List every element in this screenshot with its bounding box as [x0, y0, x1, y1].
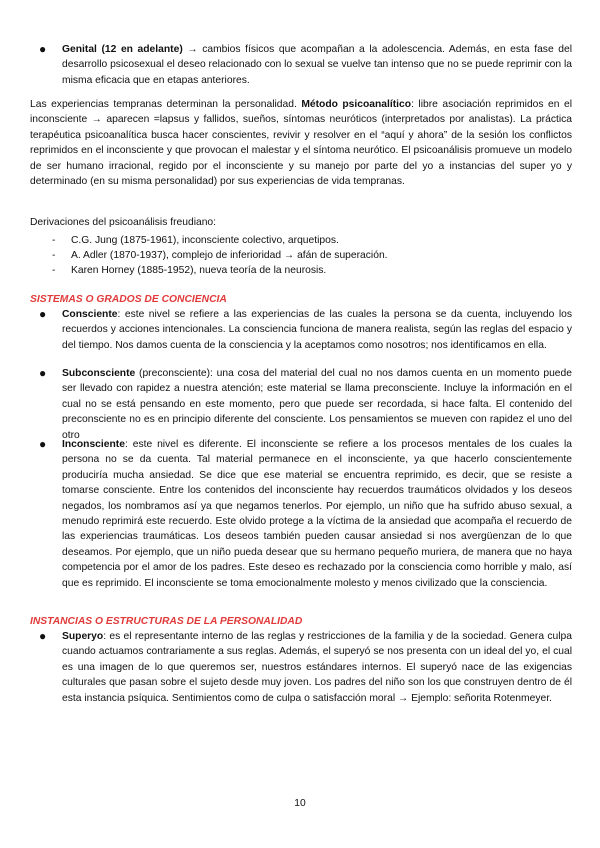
bullet-icon: ● [39, 629, 47, 643]
dash-icon: - [52, 250, 56, 261]
bullet-icon: ● [39, 307, 47, 321]
inconsciente-item [62, 437, 572, 591]
derivacion-item: Karen Horney (1885-1952), nueva teoría de la neurosis. [71, 265, 327, 276]
superyo-item [62, 629, 572, 706]
derivacion-item: A. Adler (1870-1937), complejo de inferioridad → afán de superación. [71, 250, 388, 261]
superyo-text: : es el representante interno de las reglas y restricciones de la familia y de la sociedad. Genera culpa cuando actuamos contrariamente a sus reglas. Además, el superyó se nos presenta con un ideal del yo, el cual es una imagen de lo que queremos ser, nuestros estándares internos. El superyó nace de las exigencias culturales que pasan sobre el sujeto desde muy joven. Los padres del niño son los que construyen dentro de él esta instancia psíquica. Sentimientos como de culpa o satisfacción moral → Ejemplo: señorita Rotenmeyer. [62, 631, 572, 704]
genital-text: → cambios físicos que acompañan a la adolescencia. Además, en esta fase del desarrollo psicosexual el deseo relacionado con lo sexual se vuelve tan intenso que no se puede reprimir con la misma eficacia que en etapas anteriores. [62, 44, 573, 86]
metodo-paragraph [30, 97, 572, 189]
inconsciente-text: : este nivel es diferente. El inconsciente se refiere a los procesos mentales de los cuales la persona no se da cuenta. Tal material permanece en el inconsciente, ya que hacerlo conscientemente produciría mucha ansiedad. Se dice que ese material se encuentra reprimido, es decir, que se resiste a tomarse consciente. Entre los contenidos del inconsciente hay recuerdos traumáticos olvidados y los deseos negados, los nombramos así ya que negamos tenerlos. Por ejemplo, un niño que ha sufrido abuso sexual, a menudo reprimirá este recuerdo. Este olvido protege a la víctima de la ansiedad que acompaña el recuerdo de las experiencias traumáticas. Los deseos también pueden causar ansiedad si nos avergüenzan de lo que deseamos. Por ejemplo, que un niño pueda desear que su hermano pequeño muriera, de manera que no haya competencia por el amor de los padres. Este deseo es rechazado por la consciencia como horrible y malo, así que es reprimido. El inconsciente se toma emocionalmente molesto y menos civilizado que la consciencia. [62, 439, 572, 589]
consciente-item [62, 307, 572, 353]
metodo-term: Método psicoanalítico [301, 99, 412, 110]
instancias-heading: INSTANCIAS O ESTRUCTURAS DE LA PERSONALIDAD [30, 616, 303, 627]
genital-term: Genital (12 en adelante) [62, 44, 183, 55]
superyo-term: Superyo [62, 631, 104, 642]
subconsciente-term: Subconsciente [62, 368, 136, 379]
sistemas-heading: SISTEMAS O GRADOS DE CONCIENCIA [30, 294, 227, 305]
derivacion-item: C.G. Jung (1875-1961), inconsciente colectivo, arquetipos. [71, 235, 339, 246]
consciente-text: : este nivel se refiere a las experiencias de las cuales la persona se da cuenta, incluyendo los recuerdos y acciones intencionales. La consciencia funciona de manera realista, según las reglas del espacio y del tiempo. Nos damos cuenta de la consciencia y la aceptamos como nosotros; nos identificamos en ella. [62, 309, 572, 351]
bullet-icon: ● [39, 437, 47, 451]
bullet-icon: ● [39, 366, 47, 380]
consciente-term: Consciente [62, 309, 118, 320]
dash-icon: - [52, 235, 56, 246]
inconsciente-term: Inconsciente [62, 439, 125, 450]
metodo-post: : libre asociación reprimidos en el inconsciente → aparecen =lapsus y fallidos, sueños, síntomas neuróticos (interpretados por analistas). La práctica terapéutica psicoanalítica busca hacer conscientes, revivir y resolver en el “aquí y ahora” de la sesión los conflictos reprimidos en el inconsciente y que provocan el malestar y el síntoma neurótico. El psicoanálisis promueve un modelo de ser humano irracional, regido por el inconsciente y su manejo por parte del yo a instancias del super yo y determinado (en su misma personalidad) por sus experiencias de vida tempranas. [30, 99, 572, 188]
dash-icon: - [52, 265, 56, 276]
genital-item [62, 42, 572, 88]
bullet-icon: ● [39, 42, 47, 56]
subconsciente-text: (preconsciente): una cosa del material del cual no nos damos cuenta en un momento puede ser llevado con rapidez a nuestra atención; este material se llama preconsciente. Incluye la información en el cual no se está pensando en este momento, pero que puede ser recordada, si hace falta. El contenido del preconsciente no es en principio diferente del consciente. Los pensamientos se mueven con rapidez el uno del otro [62, 368, 572, 441]
metodo-pre: Las experiencias tempranas determinan la personalidad. [30, 99, 302, 110]
derivaciones-title: Derivaciones del psicoanálisis freudiano: [30, 217, 217, 228]
page-number: 10 [294, 798, 306, 809]
subconsciente-item [62, 366, 572, 443]
